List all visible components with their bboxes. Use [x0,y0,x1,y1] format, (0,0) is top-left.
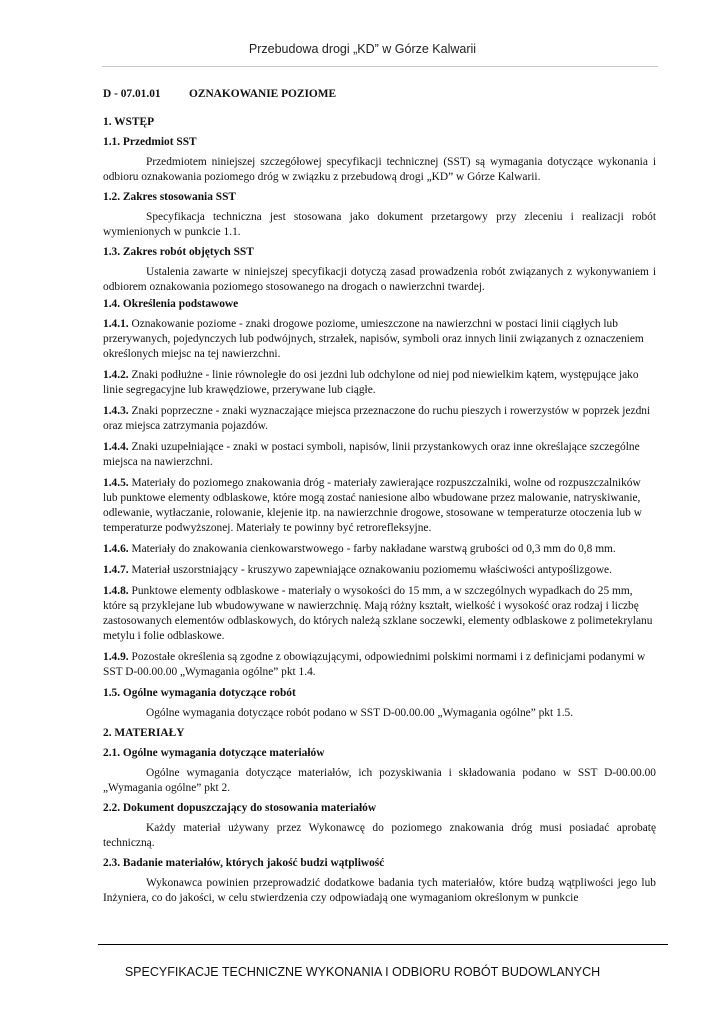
definition-text: Materiały do poziomego znakowania dróg - materiały zawierające rozpuszczalniki, wolne od rozpuszczalników lub punktowe elementy odblaskowe, które mogą zostać naniesione albo wbudowane przez malowanie, natryskiwanie, odlewanie, wytłaczanie, rolowanie, klejenie itp. na nawierzchnie drogowe, stosowane w temperaturze otoczenia lub w temperaturze podwyższonej. Materiały te powinny być retrorefleksyjne. [103,477,642,534]
definition-number: 1.4.6. [103,543,129,555]
definition-text: Znaki poprzeczne - znaki wyznaczające miejsca przeznaczone do ruchu pieszych i rowerzystów w poprzek jezdni oraz miejsca zatrzymania pojazdów. [103,405,651,432]
definition-1-4-8 [103,584,656,644]
section-1-3-heading: 1.3. Zakres robót objętych SST [103,246,254,258]
definition-number: 1.4.1. [103,318,129,330]
definition-1-4-9 [103,650,656,680]
definition-number: 1.4.4. [103,441,129,453]
definition-1-4-4 [103,440,656,470]
section-1-3-text: Ustalenia zawarte w niniejszej specyfikacji dotyczą zasad prowadzenia robót związanych z wykonywaniem i odbiorem oznakowania poziomego stosowanego na drogach o nawierzchni twardej. [103,266,656,293]
section-1-2-text: Specyfikacja techniczna jest stosowana jako dokument przetargowy przy zleceniu i realizacji robót wymienionych w punkcie 1.1. [103,211,656,238]
definition-text: Znaki podłużne - linie równoległe do osi jezdni lub odchylone od niej pod niewielkim kątem, występujące jako linie segregacyjne lub krawędziowe, przerywane lub ciągłe. [103,369,639,396]
definition-1-4-5 [103,476,656,536]
section-2-3-text: Wykonawca powinien przeprowadzić dodatkowe badania tych materiałów, które budzą wątpliwości jego lub Inżyniera, co do jakości, w celu stwierdzenia czy odpowiadają one wymaganiom określonym w punkcie [103,877,656,904]
definition-1-4-7 [103,563,656,578]
footer-divider [98,944,668,945]
document-title [103,87,656,102]
spec-title: OZNAKOWANIE POZIOME [189,88,337,100]
document-body [103,87,656,911]
section-1-1-text: Przedmiotem niniejszej szczegółowej specyfikacji technicznej (SST) są wymagania dotyczące wykonania i odbioru oznakowania poziomego dróg w związku z przebudową drogi „KD” w Górze Kalwarii. [103,156,656,183]
section-2-heading: 2. MATERIAŁY [103,727,185,739]
definition-text: Oznakowanie poziome - znaki drogowe poziome, umieszczone na nawierzchni w postaci linii ciągłych lub przerywanych, pojedynczych lub podwójnych, strzałek, napisów, symboli oraz innych linii związanych z oznaczeniem określonych miejsc na tej nawierzchni. [103,318,644,360]
definition-number: 1.4.9. [103,651,129,663]
definition-number: 1.4.7. [103,564,129,576]
section-2-2-text: Każdy materiał używany przez Wykonawcę do poziomego znakowania dróg musi posiadać aprobatę techniczną. [103,822,656,849]
definition-number: 1.4.2. [103,369,129,381]
section-1-2-heading: 1.2. Zakres stosowania SST [103,191,237,203]
definition-1-4-2 [103,368,656,398]
page-header: Przebudowa drogi „KD” w Górze Kalwarii [248,42,477,56]
spec-code: D - 07.01.01 [103,88,161,100]
definition-1-4-6 [103,542,656,557]
section-1-heading: 1. WSTĘP [103,116,155,128]
section-1-1-heading: 1.1. Przedmiot SST [103,136,197,148]
section-2-3-heading: 2.3. Badanie materiałów, których jakość budzi wątpliwość [103,857,385,869]
page-footer: SPECYFIKACJE TECHNICZNE WYKONANIA I ODBIORU ROBÓT BUDOWLANYCH [124,965,601,979]
section-1-5-text: Ogólne wymagania dotyczące robót podano w SST D-00.00.00 „Wymagania ogólne” pkt 1.5. [146,707,574,719]
section-2-1-text: Ogólne wymagania dotyczące materiałów, ich pozyskiwania i składowania podano w SST D-00.00.00 „Wymagania ogólne” pkt 2. [103,767,656,794]
definition-number: 1.4.3. [103,405,129,417]
definition-text: Pozostałe określenia są zgodne z obowiązującymi, odpowiednimi polskimi normami i z definicjami podanymi w SST D-00.00.00 „Wymagania ogólne” pkt 1.4. [103,651,646,678]
section-1-5-heading: 1.5. Ogólne wymagania dotyczące robót [103,687,296,699]
definition-text: Punktowe elementy odblaskowe - materiały o wysokości do 15 mm, a w szczególnych wypadkach do 25 mm, które są przyklejane lub wbudowywane w nawierzchnię. Mają różny kształt, wielkość i wysokość oraz rodzaj i liczbę zastosowanych elementów odblaskowych, do których należą szklane soczewki, elementy odblaskowe z polimetekrylanu metylu i folie odblaskowe. [103,585,653,642]
definition-text: Materiały do znakowania cienkowarstwowego - farby nakładane warstwą grubości od 0,3 mm do 0,8 mm. [128,543,616,555]
definition-1-4-3 [103,404,656,434]
definition-text: Znaki uzupełniające - znaki w postaci symboli, napisów, linii przystankowych oraz inne określające szczególne miejsca na nawierzchni. [103,441,640,468]
header-divider [102,66,658,67]
definition-number: 1.4.5. [103,477,129,489]
section-1-4-heading: 1.4. Określenia podstawowe [103,298,239,310]
definition-number: 1.4.8. [103,585,129,597]
section-2-1-heading: 2.1. Ogólne wymagania dotyczące materiałów [103,747,325,759]
section-2-2-heading: 2.2. Dokument dopuszczający do stosowania materiałów [103,802,377,814]
definition-text: Materiał uszorstniający - kruszywo zapewniające oznakowaniu poziomemu właściwości antypoślizgowe. [128,564,612,576]
definition-1-4-1 [103,317,656,362]
